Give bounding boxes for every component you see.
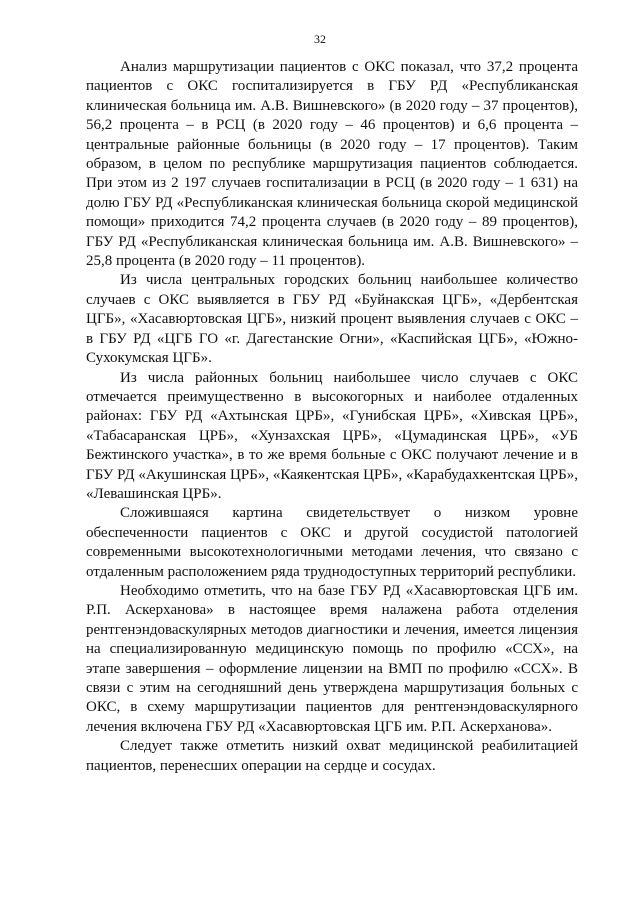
- paragraph: Из числа центральных городских больниц наибольшее количество случаев с ОКС выявляется в ГБУ РД «Буйнакская ЦГБ», «Дербентская ЦГБ», «Хасавюртовская ЦГБ», низкий процент выявления случаев с ОКС – в ГБУ РД «ЦГБ ГО «г. Дагестанские Огни», «Каспийская ЦГБ», «Южно-Сухокумская ЦГБ».: [86, 272, 578, 367]
- paragraph: Анализ маршрутизации пациентов с ОКС показал, что 37,2 процента пациентов с ОКС госпитализируется в ГБУ РД «Республиканская клиническая больница им. А.В. Вишневского» (в 2020 году – 37 процентов), 56,2 процента – в РСЦ (в 2020 году – 46 процентов) и 6,6 процента – центральные районные больницы (в 2020 году – 17 процентов). Таким образом, в целом по республике маршрутизация пациентов соблюдается. При этом из 2 197 случаев госпитализации в РСЦ (в 2020 году – 1 631) на долю ГБУ РД «Республиканская клиническая больница скорой медицинской помощи» приходится 74,2 процента случаев (в 2020 году – 89 процентов), ГБУ РД «Республиканская клиническая больница им. А.В. Вишневского» – 25,8 процента (в 2020 году – 11 процентов).: [86, 59, 578, 270]
- paragraph: Сложившаяся картина свидетельствует о низком уровне обеспеченности пациентов с ОКС и другой сосудистой патологией современными высокотехнологичными методами лечения, что связано с отдаленным расположением ряда труднодоступных территорий республики.: [86, 505, 578, 580]
- document-body: [86, 58, 578, 776]
- paragraph: Из числа районных больниц наибольшее число случаев с ОКС отмечается преимущественно в высокогорных и наиболее отдаленных районах: ГБУ РД «Ахтынская ЦРБ», «Гунибская ЦРБ», «Хивская ЦРБ», «Табасаранская ЦРБ», «Хунзахская ЦРБ», «Цумадинская ЦРБ», «УБ Бежтинского участка», в то же время больные с ОКС получают лечение и в ГБУ РД «Акушинская ЦРБ», «Каякентская ЦРБ», «Карабудахкентская ЦРБ», «Левашинская ЦРБ».: [86, 369, 578, 502]
- paragraph: Необходимо отметить, что на базе ГБУ РД «Хасавюртовская ЦГБ им. Р.П. Аскерханова» в настоящее время налажена работа отделения рентгенэндоваскулярных методов диагностики и лечения, имеется лицензия на специализированную медицинскую помощь по профилю «ССХ», на этапе завершения – оформление лицензии на ВМП по профилю «ССХ». В связи с этим на сегодняшний день утверждена маршрутизация больных с ОКС, в схему маршрутизации пациентов для рентгенэндоваскулярного лечения включена ГБУ РД «Хасавюртовская ЦГБ им. Р.П. Аскерханова».: [86, 582, 578, 735]
- paragraph: Следует также отметить низкий охват медицинской реабилитацией пациентов, перенесших операции на сердце и сосудах.: [86, 738, 578, 774]
- page-number: 32: [314, 32, 326, 46]
